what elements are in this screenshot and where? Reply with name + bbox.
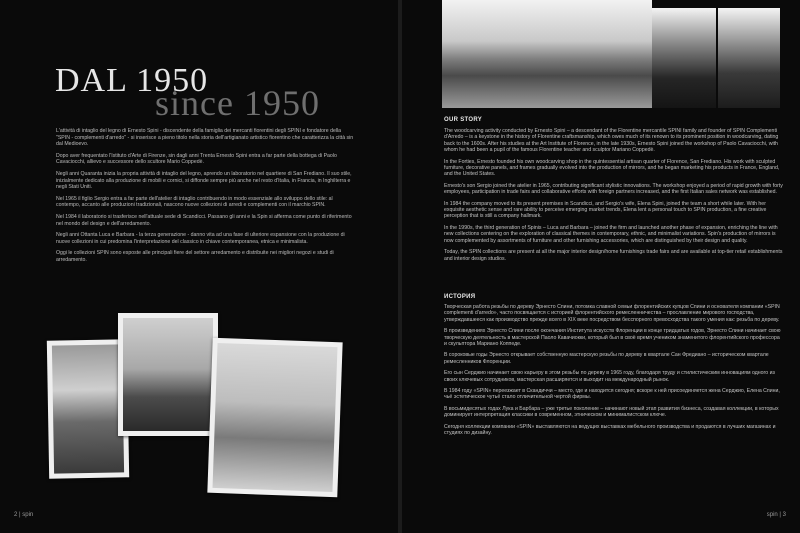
- russian-paragraph: В восьмидесятых годах Лука и Барбара – уже третье поколение – начинают новый этап развития бизнеса, создавая коллекции, в которых доминирует интерпретация классики в современном, этническом и минималистском ключе.: [444, 405, 779, 419]
- portrait-photo-woman: [652, 8, 716, 108]
- italian-paragraph: Negli anni Quaranta inizia la propria attività di intaglio del legno, aprendo un laboratorio nel quartiere di San Frediano. Il suo stile, inizialmente dedicato alla produzione di mobili e cornici, si diffonde sempre più anche nel resto d'Italia, in Francia, in Inghilterra e negli Stati Uniti.: [56, 170, 352, 191]
- right-page: [402, 0, 800, 533]
- italian-body-text: [56, 128, 356, 328]
- russian-paragraph: Творческая работа резьбы по дереву Эрнесто Спини, потомка славной семьи флорентийских купцов Спини и основателя компании «SPIN complementi d'arredo», часто посвящается с историей флорентийского ремесленничества – прославление мирового господства, утверждавшееся как производство прежде всего в XIX веке посредством бесспорного превосходства такого умения как: резьба по дереву.: [444, 304, 780, 323]
- russian-body-text: [444, 304, 784, 504]
- russian-paragraph: Его сын Серджио начинает свою карьеру в этом резьбы по дереву в 1965 году, благодаря труду и стилистическим инновациям одного из своих ключевых сотрудников, мастерская расширяется и выходит на международный рынок.: [444, 370, 775, 383]
- vintage-photo-tree: [118, 313, 218, 436]
- english-paragraph: Today, the SPIN collections are present at all the major interior design/home furnishings trade fairs and are available at top-tier retail establishments and interior design studios.: [444, 249, 783, 262]
- title-dal-1950: DAL 1950: [55, 62, 209, 99]
- russian-paragraph: В сороковые годы Эрнесто открывает собственную мастерскую резьбы по дереву в квартале Сан Фредиано – историческом квартале ремесленников Флоренции.: [444, 352, 769, 365]
- italian-paragraph: Oggi le collezioni SPIN sono esposte alle principali fiere del settore arredamento e distribuite nei migliori negozi e studi di arredamento.: [56, 250, 334, 263]
- english-paragraph: In the 1990s, the third generation of Spinis – Luca and Barbara – joined the firm and launched another phase of expansion, enriching the line with new collections centering on the exploration of classical themes in contemporary, ethnic, and minimalist variations. Spin's production of mirrors is now complemented by assortments of furniture and other furnishing accessories, which are distinguished by their design and quality.: [444, 224, 778, 244]
- russian-paragraph: В произведениях Эрнесто Спини после окончания Института искусств Флоренции в конце тридцатых годов, Эрнесто Спини начинает свою творческую деятельность в мастерской Паоло Кавачиокки, который был в своё время учеником знаменитого флорентийского профессора и скульптора Мариано Коппеде.: [444, 328, 781, 348]
- russian-paragraph: В 1984 году «SPIN» переезжает в Скандиччи – место, где и находится сегодня; вскоре к ней присоединяется жена Серджио, Елена Спини, чьё эстетическое чутьё стало отличительной чертой фирмы.: [444, 388, 780, 401]
- vintage-photo-couple: [47, 339, 129, 478]
- italian-paragraph: Negli anni Ottanta Luca e Barbara - la terza generazione - danno vita ad una fase di ulteriore espansione con la produzione di nuove collezioni in cui predomina l'interpretazione del classico in chiave contemporanea, etnica e minimalista.: [56, 232, 345, 245]
- page-folio-left: 2 | spin: [14, 512, 34, 518]
- english-paragraph: The woodcarving activity conducted by Ernesto Spini – a descendant of the Florentine mercantile SPINI family and founder of SPIN Complementi d'Arredo – is a keystone in the history of Florentine craftsmanship, which owes much of its renown to its prominent position in woodcarving, dating back to the 1600s. After his studies at the Art Institute of Florence, in the late 1930s, Ernesto Spini joined the workshop of Paolo Cavaciocchi, with whom he had been a pupil of the famous Florentine teacher and sculptor Mariano Coppedè.: [444, 128, 779, 154]
- english-paragraph: In 1984 the company moved to its present premises in Scandicci, and Sergio's wife, Elena Spini, joined the team a short while later. With her exquisite aesthetic sense and rare ability to perceive emerging market trends, Elena lent a personal touch to SPIN production, a fine creative perception that is still a company hallmark.: [444, 200, 767, 220]
- italian-paragraph: Dopo aver frequentato l'Istituto d'Arte di Firenze, sin dagli anni Trenta Ernesto Spini entra a far parte della bottega di Paolo Cavaciocchi, allievo e successore dello scultore Mario Coppedè.: [56, 152, 337, 166]
- vintage-photo-motorcycle: [207, 338, 342, 497]
- page-folio-right: spin | 3: [766, 512, 786, 518]
- heading-istoriya: ИСТОРИЯ: [444, 294, 476, 300]
- italian-paragraph: L'attività di intaglio del legno di Ernesto Spini - discendente della famiglia dei mercanti fiorentini degli SPINI e fondatore della "SPIN - complementi d'arredo" - si inserisce a pieno titolo nella storia dell'artigianato artistico fiorentino che caratterizza la città sin dal Medioevo.: [56, 128, 354, 148]
- left-page: [0, 0, 398, 533]
- russian-paragraph: Сегодня коллекции компании «SPIN» выставляются на ведущих выставках мебельного производства и продаются в лучших магазинах и студиях по дизайну.: [444, 423, 776, 437]
- english-paragraph: Ernesto's son Sergio joined the atelier in 1965, contributing significant stylistic innovations. The workshop enjoyed a period of rapid growth with forty employees, participation in trade fairs and collaborative efforts with foreign partners increased, and the first Italian sales network was established.: [444, 182, 783, 196]
- english-paragraph: In the Forties, Ernesto founded his own woodcarving shop in the quintessential artisan quarter of Florence, San Frediano. His work with sculpted furniture, decorative panels, and frames gradually evolved into the production of mirrors, and he began marketing his products in France, England, and the United States.: [444, 158, 780, 178]
- portrait-photo-man: [718, 8, 780, 108]
- heading-our-story: OUR STORY: [444, 117, 483, 123]
- english-body-text: [444, 128, 784, 290]
- italian-paragraph: Nel 1984 il laboratorio si trasferisce nell'attuale sede di Scandicci. Passano gli anni e la Spin si afferma come punto di riferimento nel mondo del design e dell'arredamento.: [56, 213, 352, 227]
- ponte-vecchio-photo: [442, 0, 652, 108]
- italian-paragraph: Nel 1965 il figlio Sergio entra a far parte dell'atelier di intaglio contribuendo in modo essenziale allo sviluppo dello stile: al contempo, accanto alle produzioni tradizionali, nascono nuove collezioni di arredi e complementi con il marchio SPIN.: [56, 195, 333, 209]
- title-since-1950: since 1950: [155, 83, 320, 123]
